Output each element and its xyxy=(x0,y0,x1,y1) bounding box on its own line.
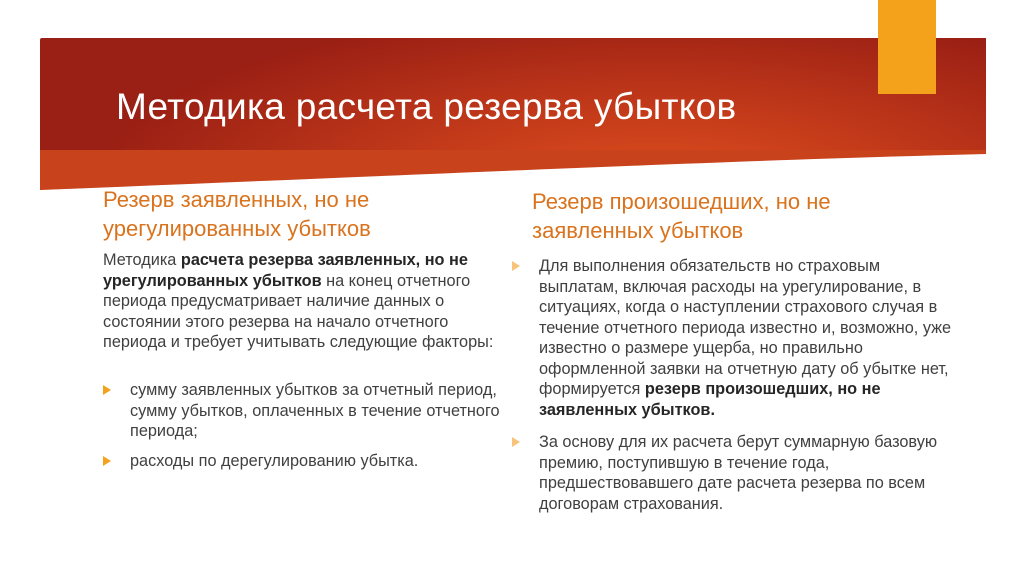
left-intro-paragraph xyxy=(103,250,508,353)
right-column-heading: Резерв произошедших, но не заявленных убытков xyxy=(532,189,831,243)
left-bullet-list xyxy=(103,380,503,480)
list-item xyxy=(512,256,962,420)
intro-text-end: на конец отчетного периода предусматривает наличие данных о состоянии этого резерва на начало отчетного периода и требует учитывать следующие факторы: xyxy=(103,271,494,351)
bullet-text: Для выполнения обязательств но страховым выплатам, включая расходы на урегулирование, в ситуациях, когда о наступлении страхового случая в течение отчетного периода известно и, возможно, уже известно о размере ущерба, но правильно оформленной заявки на отчетную дату об убытке нет, формируется xyxy=(539,257,952,398)
bullet-text: сумму заявленных убытков за отчетный период, сумму убытков, оплаченных в течение отчетного периода; xyxy=(130,381,500,440)
list-item xyxy=(512,432,962,514)
bullet-text-bold: резерв произошедших, но не заявленных убытков. xyxy=(539,380,881,419)
intro-text-start: Методика xyxy=(103,251,181,269)
triangle-bullet-icon xyxy=(512,437,520,447)
list-item xyxy=(103,380,503,442)
triangle-bullet-icon xyxy=(103,456,111,466)
triangle-bullet-icon xyxy=(103,385,111,395)
slide-title: Методика расчета резерва убытков xyxy=(116,86,737,127)
accent-bar xyxy=(878,0,936,94)
triangle-bullet-icon xyxy=(512,261,520,271)
list-item xyxy=(103,451,503,472)
intro-text-bold: расчета резерва заявленных, но не урегулированных убытков xyxy=(103,251,468,290)
left-column-heading: Резерв заявленных, но не урегулированных убытков xyxy=(103,187,371,241)
bullet-text: расходы по дерегулированию убытка. xyxy=(130,451,419,470)
bullet-text: За основу для их расчета берут суммарную базовую премию, поступившую в течение года, предшествовавшего дате расчета резерва по всем договорам страхования. xyxy=(539,433,938,513)
right-bullet-list xyxy=(512,256,962,526)
